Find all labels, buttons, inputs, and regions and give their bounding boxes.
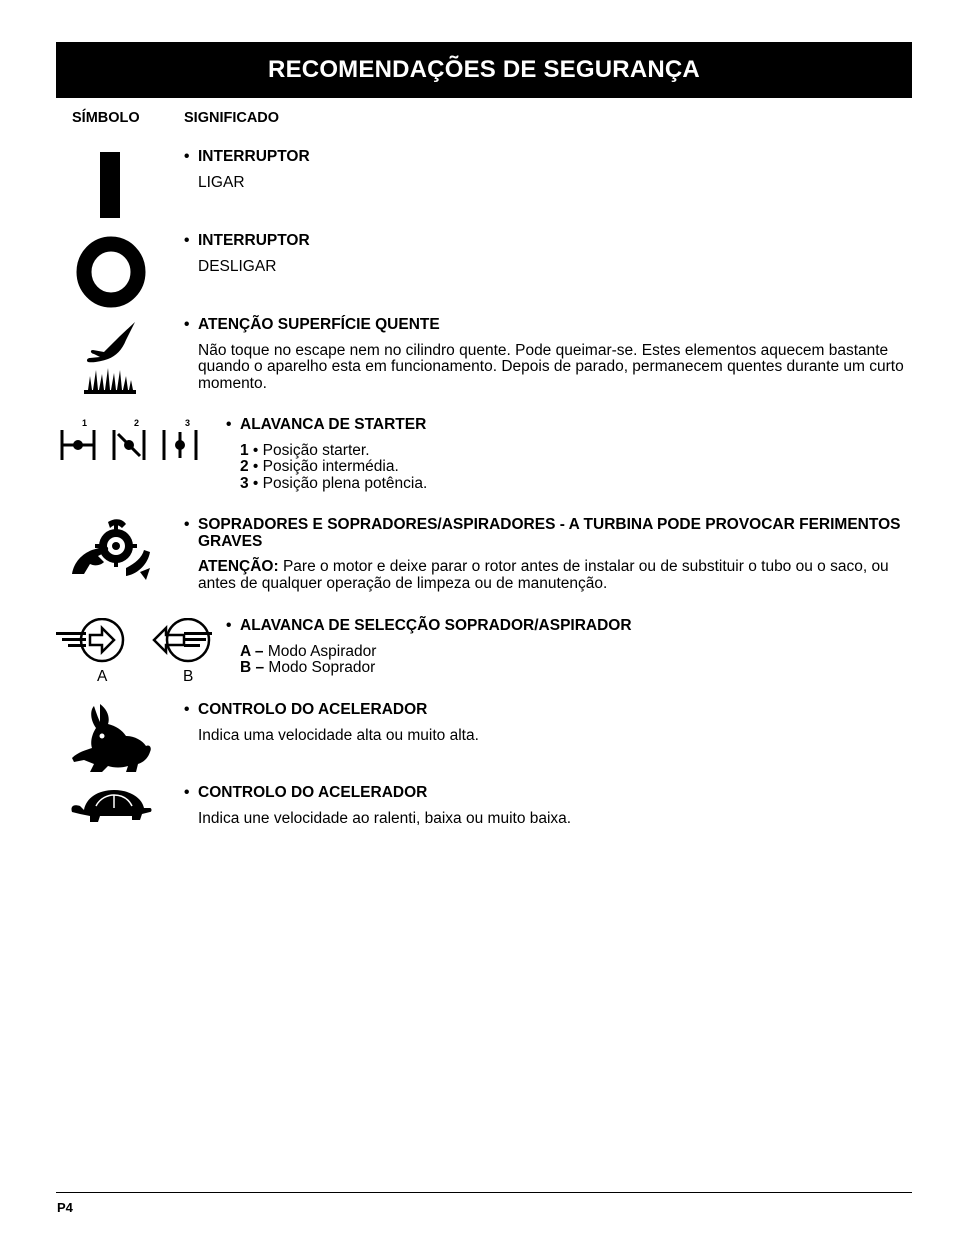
entry-desc: Indica uma velocidade alta ou muito alta.	[198, 726, 479, 744]
selector-label-b: B	[183, 668, 194, 685]
entry-switch-on: • INTERRUPTOR LIGAR	[184, 148, 310, 191]
entry-title: INTERRUPTOR	[198, 232, 310, 249]
entry-list	[226, 443, 427, 493]
entry-selector-lever: • ALAVANCA DE SELECÇÃO SOPRADOR/ASPIRADOR A – Modo Aspirador B – Modo Soprador	[226, 617, 632, 676]
impeller-hazard-icon	[70, 516, 154, 582]
blower-vacuum-selector-icon	[54, 618, 214, 664]
entry-throttle-slow: • CONTROLO DO ACELERADOR Indica une velocidade ao ralenti, baixa ou muito baixa.	[184, 784, 572, 827]
entry-hot-surface: • ATENÇÃO SUPERFÍCIE QUENTE Não toque no escape nem no cilindro quente. Pode queimar-se. Estes elementos aquecem bastante quando o aparelho esta em funcionamento. Depois de parado, permanecem quentes durante um curto momento.	[184, 316, 904, 392]
rabbit-fast-icon	[70, 702, 154, 776]
column-header-meaning: SIGNIFICADO	[184, 110, 280, 126]
selector-label-a: A	[97, 668, 108, 685]
entry-starter-lever: • ALAVANCA DE STARTER 1 • Posição starter. 2 • Posição intermédia. 3 • Posição plena potência.	[226, 416, 428, 492]
entry-title: INTERRUPTOR	[198, 148, 310, 165]
list-item: B – Modo Soprador	[240, 659, 376, 676]
entry-title: CONTROLO DO ACELERADOR	[198, 701, 428, 718]
page-number: P4	[57, 1200, 73, 1215]
entry-switch-off: • INTERRUPTOR DESLIGAR	[184, 232, 310, 275]
entry-desc: ATENÇÃO: Pare o motor e deixe parar o rotor antes de instalar ou de substituir o tubo ou o saco, ou antes de qualquer operação de limpeza ou de manutenção.	[198, 558, 889, 592]
choke-position-label: 1	[82, 418, 88, 428]
list-item: 1 • Posição starter.	[240, 441, 370, 459]
list-item: A – Modo Aspirador	[240, 642, 377, 660]
page-title: RECOMENDAÇÕES DE SEGURANÇA	[268, 56, 700, 83]
entry-list	[226, 644, 632, 677]
turtle-slow-icon	[70, 786, 154, 824]
choke-position-label: 3	[185, 418, 191, 428]
list-item: 2 • Posição intermédia.	[240, 458, 399, 475]
entry-title: ATENÇÃO SUPERFÍCIE QUENTE	[198, 316, 440, 333]
entry-desc: DESLIGAR	[198, 257, 277, 275]
entry-title: ALAVANCA DE SELECÇÃO SOPRADOR/ASPIRADOR	[240, 617, 632, 634]
entry-title: CONTROLO DO ACELERADOR	[198, 784, 428, 801]
footer-divider	[56, 1192, 912, 1193]
switch-off-icon	[76, 236, 146, 308]
entry-throttle-fast: • CONTROLO DO ACELERADOR Indica uma velocidade alta ou muito alta.	[184, 701, 479, 744]
entry-desc: Não toque no escape nem no cilindro quente. Pode queimar-se. Estes elementos aquecem bastante quando o aparelho esta em funcionamento. Depois de parado, permanecem quentes durante um curto momento.	[198, 341, 904, 392]
switch-on-icon	[98, 150, 122, 220]
column-header-symbol: SÍMBOLO	[72, 110, 140, 126]
entry-title: ALAVANCA DE STARTER	[240, 416, 427, 433]
choke-lever-positions-icon	[58, 428, 200, 462]
entry-desc: LIGAR	[198, 173, 245, 191]
entry-desc: Indica une velocidade ao ralenti, baixa ou muito baixa.	[198, 809, 572, 827]
entry-turbine-warning: • SOPRADORES E SOPRADORES/ASPIRADORES - A TURBINA PODE PROVOCAR FERIMENTOS GRAVES ATENÇÃO: Pare o motor e deixe parar o rotor antes de instalar ou de substituir o tubo ou o saco, ou antes de qualquer operação de limpeza ou de manutenção.	[184, 517, 912, 592]
hot-surface-hand-icon	[80, 318, 140, 398]
page-title-banner	[56, 42, 912, 98]
choke-position-label: 2	[134, 418, 140, 428]
entry-title: SOPRADORES E SOPRADORES/ASPIRADORES - A TURBINA PODE PROVOCAR FERIMENTOS GRAVES	[198, 516, 901, 550]
list-item: 3 • Posição plena potência.	[240, 474, 428, 492]
